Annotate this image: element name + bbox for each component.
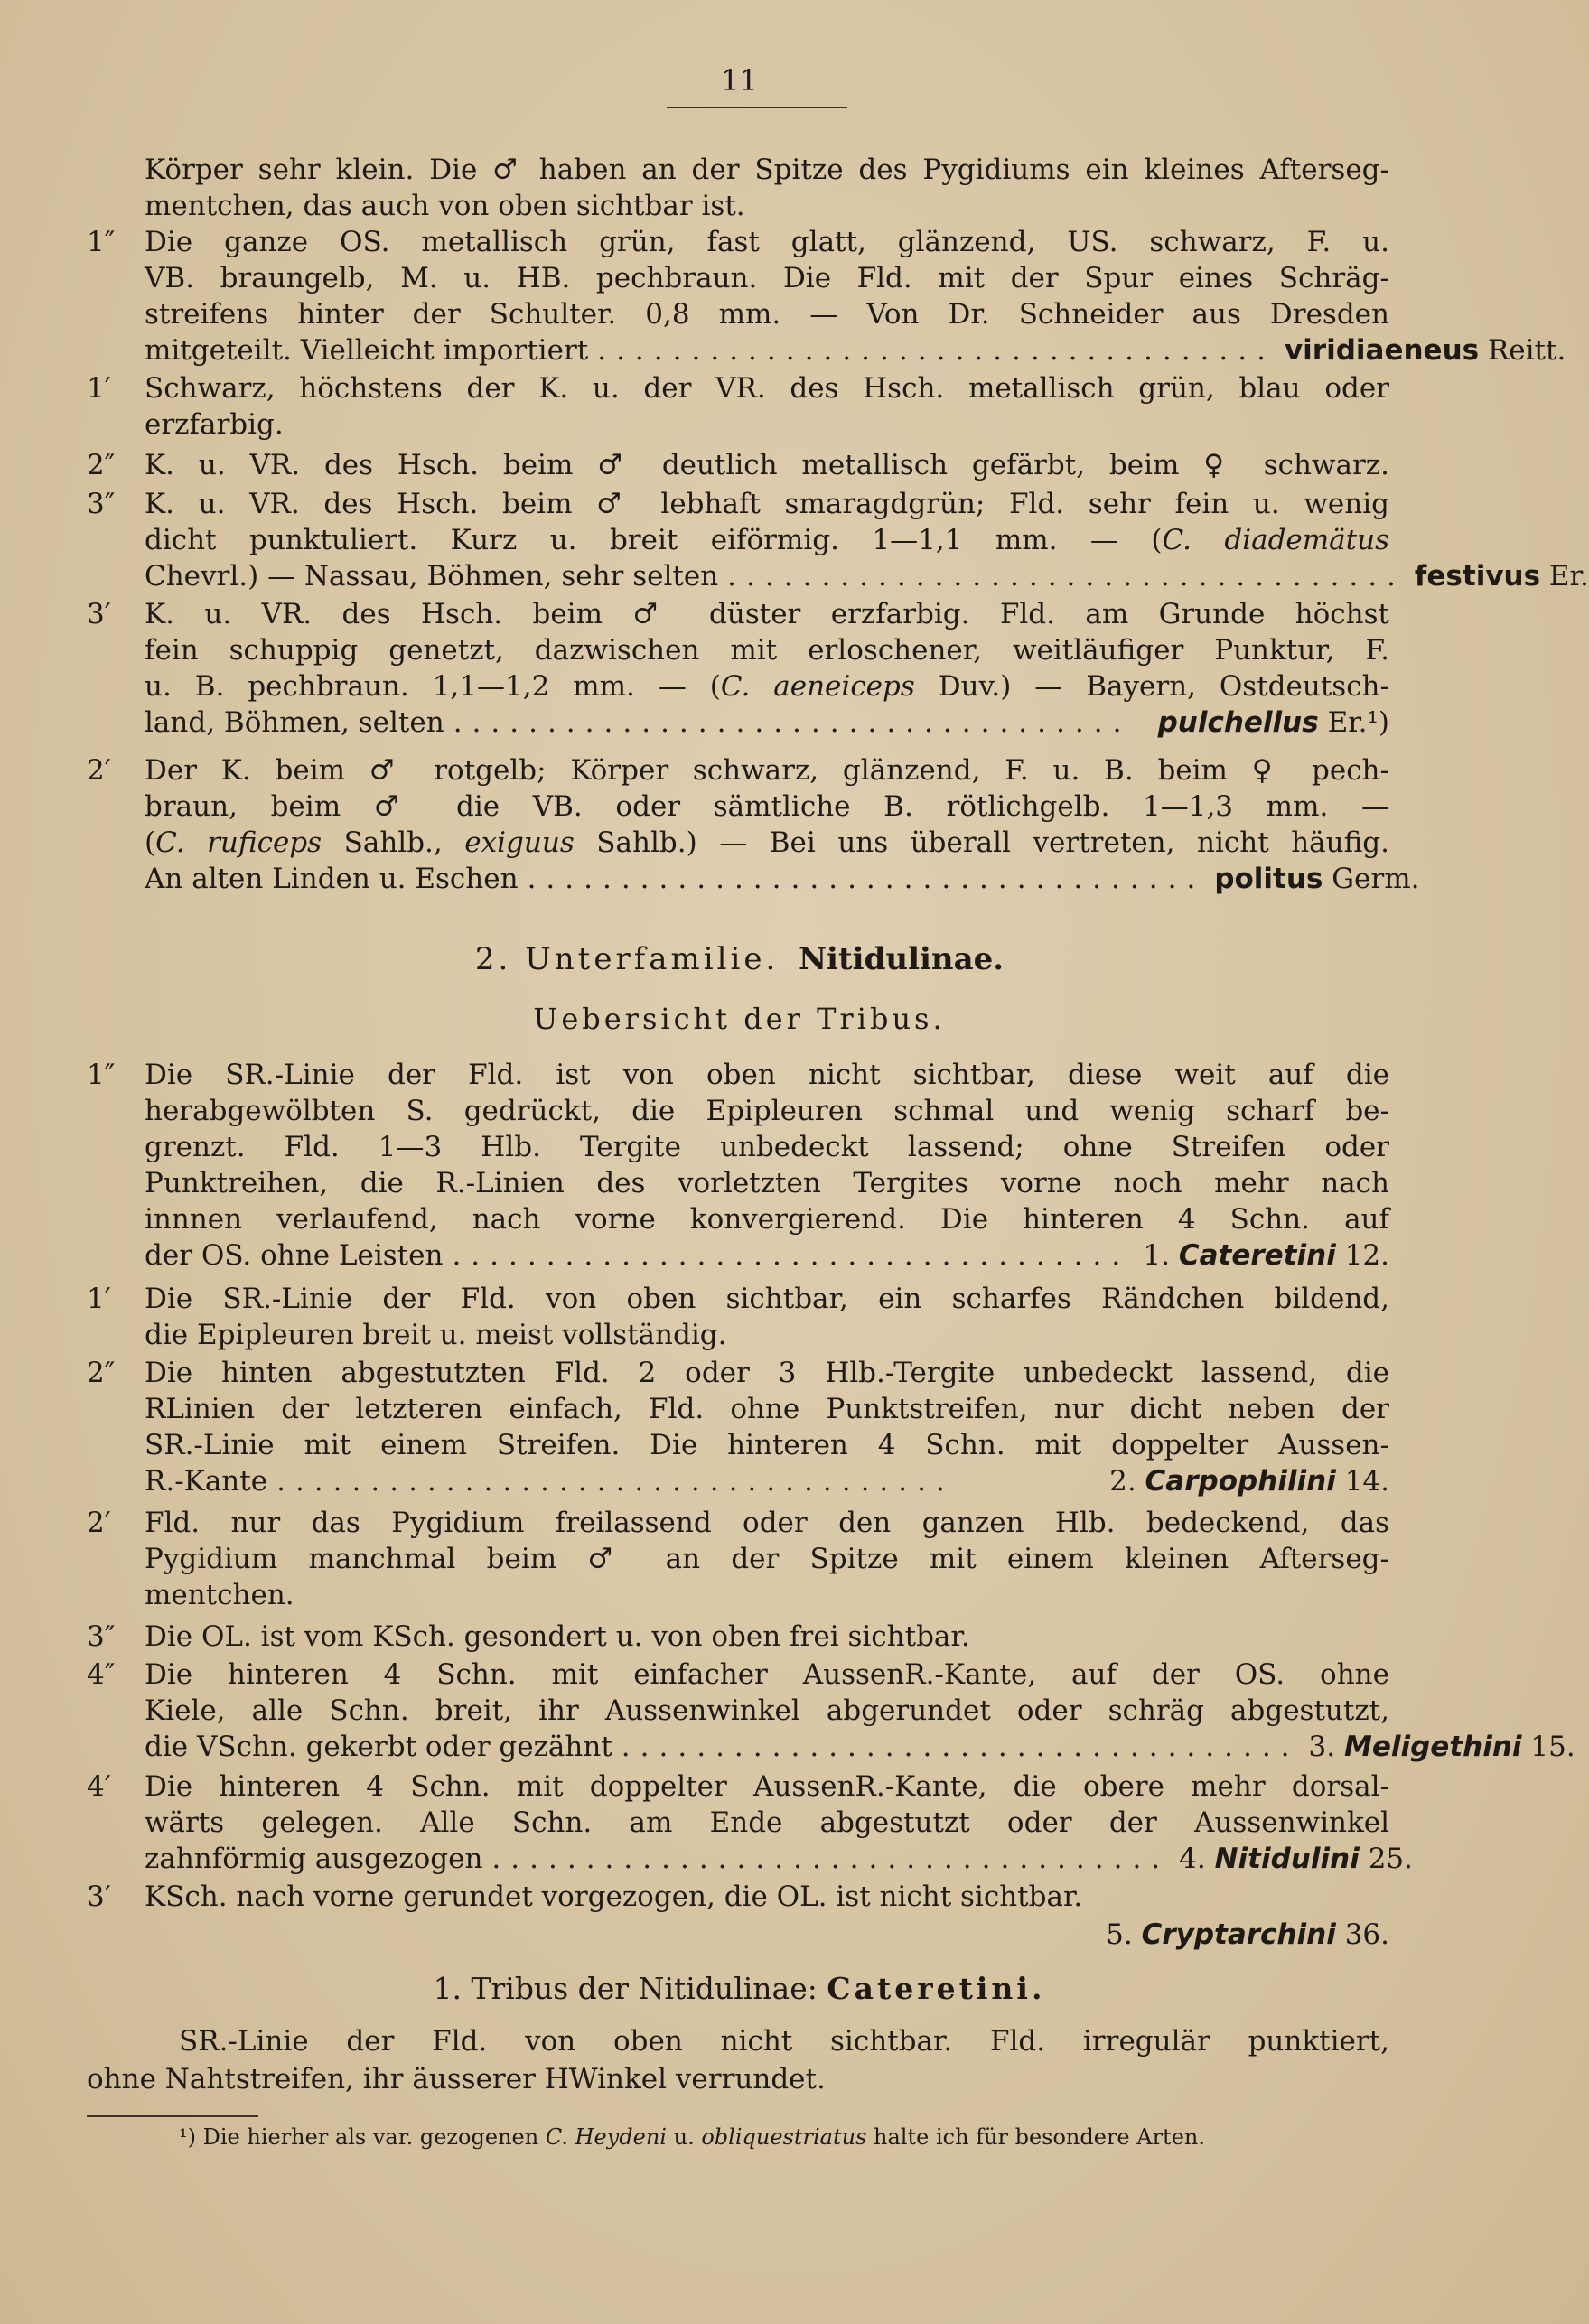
header-rule <box>667 107 847 108</box>
text-line: KSch. nach vorne gerundet vorgezogen, die OL. ist nicht sichtbar. <box>145 1881 1083 1913</box>
text-line: die Epipleuren breit u. meist vollständig. <box>145 1319 727 1351</box>
text-line: RLinien der letzteren einfach, Fld. ohne Punktstreifen, nur dicht neben der <box>145 1393 1389 1425</box>
species-entry <box>145 861 1420 897</box>
text-line: Pygidium manchmal beim ♂ an der Spitze mit einem kleinen Afterseg- <box>145 1543 1389 1575</box>
text-line: Kiele, alle Schn. breit, ihr Aussenwinkel abgerundet oder schräg abgestutzt, <box>145 1694 1389 1727</box>
leader-dots: .................................... <box>276 1465 955 1498</box>
text-line: SR.-Linie mit einem Streifen. Die hinteren 4 Schn. mit doppelter Aussen- <box>145 1429 1389 1461</box>
text-line: SR.-Linie der Fld. von oben nicht sichtbar. Fld. irregulär punktiert, <box>179 2025 1389 2058</box>
tribe-name: 3. Meligethini 15. <box>1308 1731 1575 1763</box>
couplet-number: 4′ <box>87 1770 111 1803</box>
leader-dots: .................................... <box>491 1843 1171 1875</box>
text-line: der OS. ohne Leisten <box>145 1239 444 1272</box>
couplet-number: 1″ <box>87 1059 116 1091</box>
text-line: Fld. nur das Pygidium freilassend oder den ganzen Hlb. bedeckend, das <box>145 1507 1389 1539</box>
footnote-rule <box>87 2115 258 2117</box>
text-line: Die hinteren 4 Schn. mit einfacher AussenR.-Kante, auf der OS. ohne <box>145 1658 1389 1691</box>
footnote: ¹) Die hierher als var. gezogenen C. Heydeni u. obliquestriatus halte ich für besondere Arten. <box>179 2124 1205 2150</box>
couplet-number: 3′ <box>87 598 111 630</box>
couplet-number: 2″ <box>87 1357 116 1389</box>
leader-dots: .................................... <box>452 1239 1131 1272</box>
species-name: politus Germ. <box>1214 863 1420 895</box>
text-line: wärts gelegen. Alle Schn. am Ende abgestutzt oder der Aussenwinkel <box>145 1806 1389 1839</box>
tribe-entry <box>145 1237 1389 1274</box>
text-line: dicht punktuliert. Kurz u. breit eiförmig. 1—1,1 mm. — (C. diademätus <box>145 524 1389 556</box>
text-line: R.-Kante <box>145 1465 268 1498</box>
species-entry <box>145 705 1389 741</box>
text-line: ohne Nahtstreifen, ihr äusserer HWinkel verrundet. <box>87 2063 826 2095</box>
leader-dots: .................................... <box>597 334 1276 367</box>
couplet-number: 4″ <box>87 1658 116 1691</box>
text-line: An alten Linden u. Eschen <box>145 863 519 895</box>
text-line: K. u. VR. des Hsch. beim ♂ deutlich metallisch gefärbt, beim ♀ schwarz. <box>145 449 1389 481</box>
tribe-key-heading: Uebersicht der Tribus. <box>533 1002 946 1036</box>
text-line: zahnförmig ausgezogen <box>145 1843 483 1875</box>
text-line: land, Böhmen, selten <box>145 706 444 739</box>
text-line: Die SR.-Linie der Fld. ist von oben nicht sichtbar, diese weit auf die <box>145 1059 1389 1091</box>
text-line: braun, beim ♂ die VB. oder sämtliche B. rötlichgelb. 1—1,3 mm. — <box>145 790 1389 823</box>
tribe-name: 2. Carpophilini 14. <box>1109 1465 1389 1498</box>
species-name: viridiaeneus Reitt. <box>1284 334 1566 367</box>
text-line: Die SR.-Linie der Fld. von oben sichtbar, ein scharfes Rändchen bildend, <box>145 1283 1389 1315</box>
couplet-number: 2′ <box>87 754 111 787</box>
couplet-number: 3′ <box>87 1881 111 1913</box>
text-line: Die hinten abgestutzten Fld. 2 oder 3 Hlb.-Tergite unbedeckt lassend, die <box>145 1357 1389 1389</box>
leader-dots: .................................... <box>527 863 1206 895</box>
text-line: streifens hinter der Schulter. 0,8 mm. — Von Dr. Schneider aus Dresden <box>145 298 1389 331</box>
tribus-heading: 1. Tribus der Nitidulinae: Cateretini. <box>433 1971 1046 2006</box>
intro-line-2: mentchen, das auch von oben sichtbar ist. <box>145 190 745 222</box>
text-line: Die OL. ist vom KSch. gesondert u. von oben frei sichtbar. <box>145 1620 970 1653</box>
couplet-number: 1′ <box>87 1283 111 1315</box>
couplet-number: 3″ <box>87 1620 116 1653</box>
tribe-entry: 5. Cryptarchini 36. <box>1106 1918 1389 1951</box>
species-name: festivus Er. <box>1414 560 1589 593</box>
intro-line-1: Körper sehr klein. Die ♂ haben an der Spitze des Pygidiums ein kleines Afterseg- <box>145 154 1389 186</box>
text-line: grenzt. Fld. 1—3 Hlb. Tergite unbedeckt lassend; ohne Streifen oder <box>145 1131 1389 1163</box>
species-entry <box>145 332 1566 369</box>
text-line: erzfarbig. <box>145 408 284 441</box>
couplet-number: 2″ <box>87 449 116 481</box>
species-entry <box>145 558 1589 594</box>
text-line: (C. ruficeps Sahlb., exiguus Sahlb.) — Bei uns überall vertreten, nicht häufig. <box>145 826 1389 859</box>
text-line: mentchen. <box>145 1579 294 1611</box>
leader-dots: .................................... <box>453 706 1132 739</box>
text-line: K. u. VR. des Hsch. beim ♂ lebhaft smaragdgrün; Fld. sehr fein u. wenig <box>145 488 1389 520</box>
text-line: Die ganze OS. metallisch grün, fast glatt, glänzend, US. schwarz, F. u. <box>145 226 1389 258</box>
tribe-name: 1. Cateretini 12. <box>1143 1239 1389 1272</box>
tribe-entry <box>145 1729 1575 1765</box>
text-line: K. u. VR. des Hsch. beim ♂ düster erzfarbig. Fld. am Grunde höchst <box>145 598 1389 630</box>
couplet-number: 2′ <box>87 1507 111 1539</box>
text-line: herabgewölbten S. gedrückt, die Epipleuren schmal und wenig scharf be- <box>145 1095 1389 1127</box>
text-line: Chevrl.) — Nassau, Böhmen, sehr selten <box>145 560 719 593</box>
text-line: mitgeteilt. Vielleicht importiert <box>145 334 589 367</box>
text-line: innnen verlaufend, nach vorne konvergierend. Die hinteren 4 Schn. auf <box>145 1203 1389 1236</box>
species-name: pulchellus Er.¹) <box>1157 706 1389 739</box>
leader-dots: .................................... <box>727 560 1406 593</box>
couplet-number: 1′ <box>87 372 111 405</box>
leader-dots: .................................... <box>621 1731 1300 1763</box>
text-line: fein schuppig genetzt, dazwischen mit erloschener, weitläufiger Punktur, F. <box>145 634 1389 667</box>
text-line: Die hinteren 4 Schn. mit doppelter AussenR.-Kante, die obere mehr dorsal- <box>145 1770 1389 1803</box>
subfamily-heading: 2. Unterfamilie. Nitidulinae. <box>474 941 1005 977</box>
text-line: Punktreihen, die R.-Linien des vorletzten Tergites vorne noch mehr nach <box>145 1167 1389 1199</box>
page-number: 11 <box>721 63 758 98</box>
text-line: u. B. pechbraun. 1,1—1,2 mm. — (C. aeneiceps Duv.) — Bayern, Ostdeutsch- <box>145 670 1389 703</box>
text-line: Schwarz, höchstens der K. u. der VR. des Hsch. metallisch grün, blau oder <box>145 372 1389 405</box>
tribe-entry <box>145 1463 1389 1499</box>
text-line: VB. braungelb, M. u. HB. pechbraun. Die Fld. mit der Spur eines Schräg- <box>145 262 1389 294</box>
couplet-number: 1″ <box>87 226 116 258</box>
text-line: Der K. beim ♂ rotgelb; Körper schwarz, glänzend, F. u. B. beim ♀ pech- <box>145 754 1389 787</box>
tribe-entry <box>145 1841 1414 1877</box>
text-line: die VSchn. gekerbt oder gezähnt <box>145 1731 612 1763</box>
tribe-name: 4. Nitidulini 25. <box>1179 1843 1414 1875</box>
couplet-number: 3″ <box>87 488 116 520</box>
